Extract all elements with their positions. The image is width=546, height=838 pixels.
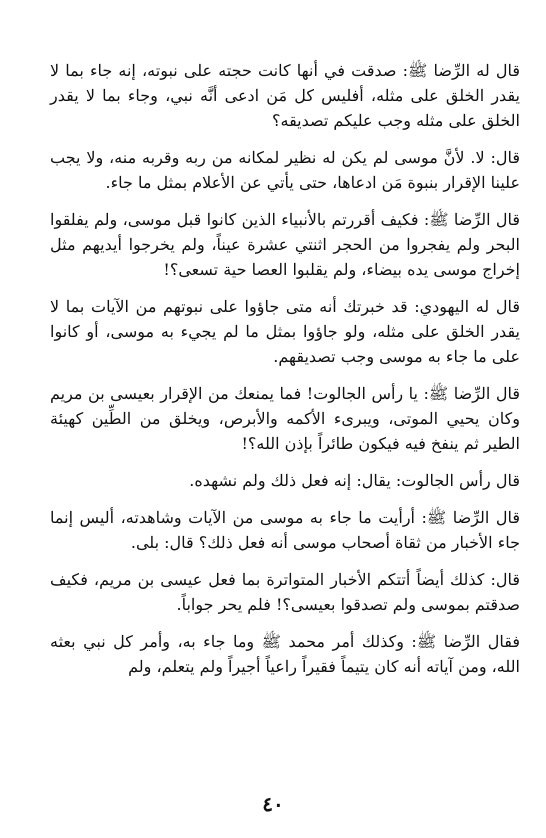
page-body (50, 58, 520, 691)
paragraph-9: فقال الرِّضا ﷺ: وكذلك أمر محمد ﷺ وما جاء به، وأمر كل نبي بعثه الله، ومن آياته أنه كان يتيماً فقيراً راعياً أجيراً ولم يتعلم، ولم (50, 632, 520, 676)
page-number: ٤٠ (262, 792, 284, 816)
paragraph-7: قال الرِّضا ﷺ: أرأيت ما جاء به موسى من الآيات وشاهدته، أليس إنما جاء الأخبار من ثقاة أصحاب موسى أنه فعل ذلك؟ قال: بلى. (50, 508, 520, 552)
paragraph-8: قال: كذلك أيضاً أتتكم الأخبار المتواترة بما فعل عيسى بن مريم، فكيف صدقتم بموسى ولم تصدقوا بعيسى؟! فلم يحر جواباً. (50, 570, 520, 614)
paragraph-6: قال رأس الجالوت: يقال: إنه فعل ذلك ولم نشهده. (189, 471, 520, 490)
paragraph-3: قال الرِّضا ﷺ: فكيف أقررتم بالأنبياء الذين كانوا قبل موسى، ولم يفلقوا البحر ولم يفجروا من الحجر اثنتي عشرة عيناً، ولم يخرجوا أيديهم مثل إخراج موسى يده بيضاء، ولم يقلبوا العصا حية تسعى؟! (50, 210, 520, 279)
paragraph-4: قال له اليهودي: قد خبرتك أنه متى جاؤوا على نبوتهم من الآيات بما لا يقدر الخلق على مثله، ولو جاؤوا بمثل ما لم يجيء به موسى، أو كانوا على ما جاء به موسى وجب تصديقهم. (50, 297, 520, 366)
paragraph-2: قال: لا. لأنَّ موسى لم يكن له نظير لمكانه من ربه وقربه منه، ولا يجب علينا الإقرار بنبوة مَن ادعاها، حتى يأتي عن الأعلام بمثل ما جاء. (50, 148, 520, 192)
paragraph-5: قال الرِّضا ﷺ: يا رأس الجالوت! فما يمنعك من الإقرار بعيسى بن مريم وكان يحيي الموتى، ويبرىء الأكمه والأبرص، ويخلق من الطِّين كهيئة الطير ثم ينفخ فيه فيكون طائراً بإذن الله؟! (50, 384, 520, 453)
paragraph-1: قال له الرِّضا ﷺ: صدقت في أنها كانت حجته على نبوته، إنه جاء بما لا يقدر الخلق على مثله، أفليس كل مَن ادعى أنَّه نبي، وجاء بما لا يقدر الخلق على مثله وجب عليكم تصديقه؟ (50, 61, 520, 130)
